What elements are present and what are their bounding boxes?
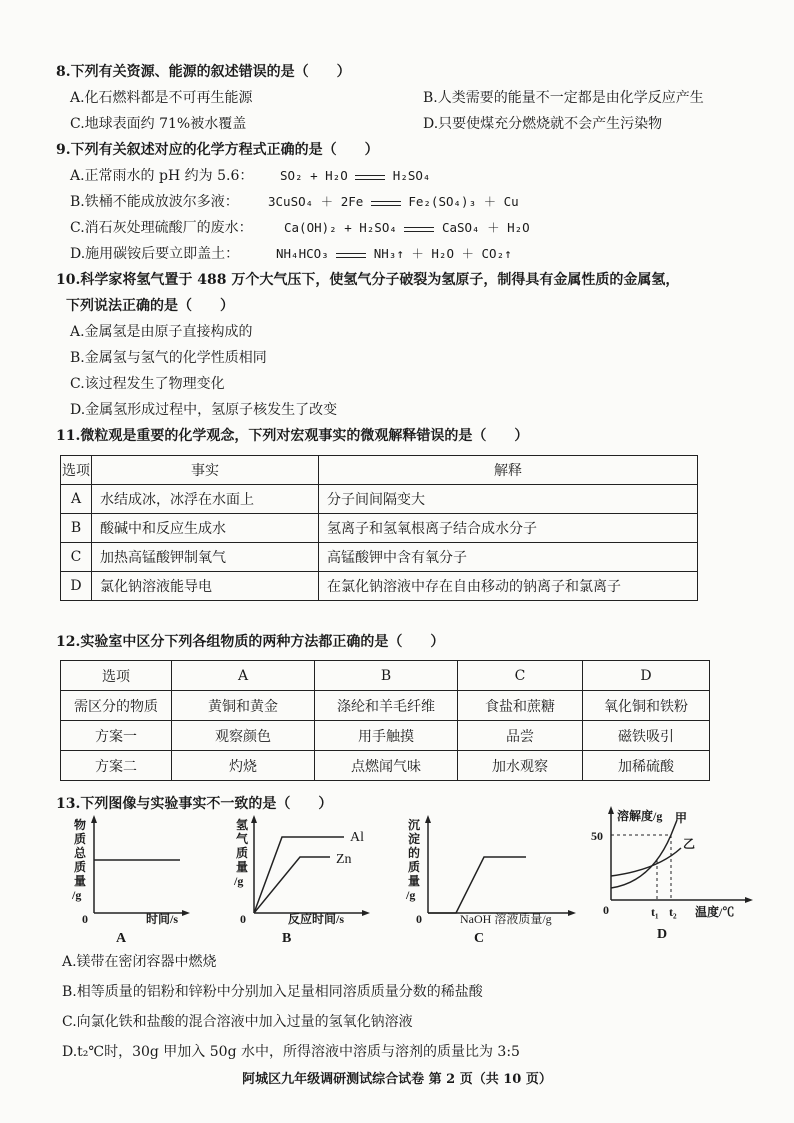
table-row: [61, 691, 710, 721]
zn-line: [254, 857, 330, 913]
table-cell: 加水观察: [458, 751, 583, 781]
al-line: [254, 837, 344, 913]
y-axis-label: 溶解度/g: [617, 809, 663, 823]
q10-option-a: A.金属氢是由原子直接构成的: [70, 324, 253, 340]
header-cell: 选项: [61, 456, 92, 485]
precipitate-line: [428, 857, 526, 913]
y-axis-label: 质: [236, 846, 249, 860]
equation-left: 3CuSO₄ ＋ 2Fe: [268, 194, 364, 209]
q9-option-d: [70, 245, 239, 263]
x-axis-label: 反应时间/s: [288, 912, 345, 926]
table-cell: 灼烧: [172, 751, 315, 781]
q8-option-c: C.地球表面约 71%被水覆盖: [70, 116, 247, 132]
y-axis-label: 质: [408, 860, 421, 874]
q9-c-equation: [284, 219, 530, 237]
origin-label: 0: [240, 912, 246, 926]
table-cell: 点燃闻气味: [315, 751, 458, 781]
equation-right: CaSO₄ ＋ H₂O: [441, 220, 530, 235]
y-axis-label: 总: [74, 846, 87, 860]
x-axis-arrow: [182, 910, 190, 916]
equation-left: SO₂ + H₂O: [280, 168, 348, 183]
q11-stem: 11.微粒观是重要的化学观念，下列对宏观事实的微观解释错误的是（ ）: [56, 428, 529, 444]
equals-sign: [371, 194, 401, 206]
table-cell: 涤纶和羊毛纤维: [315, 691, 458, 721]
table-cell: 观察颜色: [172, 721, 315, 751]
graph-caption: D: [657, 927, 668, 942]
header-cell: A: [172, 661, 315, 691]
equation-right: Fe₂(SO₄)₃ ＋ Cu: [408, 194, 519, 209]
table-cell: 食盐和蔗糖: [458, 691, 583, 721]
q9-a-equation: [280, 167, 430, 185]
table-row: [61, 721, 710, 751]
header-cell: 选项: [61, 661, 172, 691]
table-cell: 分子间间隔变大: [319, 485, 698, 514]
x-axis-arrow: [568, 910, 576, 916]
graph-b: [230, 815, 380, 945]
header-cell: B: [315, 661, 458, 691]
table-cell: 黄铜和黄金: [172, 691, 315, 721]
y-axis-label: 量: [74, 874, 87, 888]
table-cell: 水结成冰，冰浮在水面上: [92, 485, 319, 514]
table-cell: D: [61, 572, 92, 601]
y-axis-label: 沉: [408, 818, 421, 832]
table-cell: B: [61, 514, 92, 543]
q9-c-text: C.消石灰处理硫酸厂的废水：: [70, 220, 253, 236]
table-cell: 加热高锰酸钾制氧气: [92, 543, 319, 572]
header-cell: D: [583, 661, 710, 691]
x-axis-label: 时间/s: [146, 912, 179, 926]
q9-d-equation: [276, 245, 512, 263]
jia-curve: [611, 820, 677, 888]
equation-right: H₂SO₄: [392, 168, 431, 183]
graph-caption: A: [116, 931, 127, 945]
y-axis-arrow: [608, 806, 614, 814]
table-cell: 氧化铜和铁粉: [583, 691, 710, 721]
q10-option-b: B.金属氢与氢气的化学性质相同: [70, 350, 267, 366]
equals-sign: [404, 220, 434, 232]
table-cell: 氯化钠溶液能导电: [92, 572, 319, 601]
series-label-yi: 乙: [683, 837, 696, 851]
table-cell: C: [61, 543, 92, 572]
q8-stem: 8.下列有关资源、能源的叙述错误的是（ ）: [56, 64, 351, 80]
origin-label: 0: [82, 912, 88, 926]
equation-right: NH₃↑ ＋ H₂O ＋ CO₂↑: [373, 246, 512, 261]
table-row: [61, 543, 698, 572]
q8-option-a: A.化石燃料都是不可再生能源: [70, 90, 253, 106]
q13-option-b: B.相等质量的铝粉和锌粉中分别加入足量相同溶质质量分数的稀盐酸: [62, 984, 483, 1000]
q10-stem-line2: 下列说法正确的是（ ）: [66, 298, 234, 314]
table-cell: A: [61, 485, 92, 514]
series-label-jia: 甲: [675, 811, 688, 825]
x-axis-label: 温度/℃: [695, 905, 735, 919]
q13-option-d: D.t₂℃时，30g 甲加入 50g 水中，所得溶液中溶质与溶剂的质量比为 3:5: [62, 1044, 520, 1060]
table-header-row: [61, 661, 710, 691]
y-axis-label: /g: [406, 888, 416, 902]
y-axis-arrow: [91, 815, 97, 823]
equals-sign: [336, 246, 366, 258]
table-cell: 加稀硫酸: [583, 751, 710, 781]
table-cell: 在氯化钠溶液中存在自由移动的钠离子和氯离子: [319, 572, 698, 601]
q12-stem: 12.实验室中区分下列各组物质的两种方法都正确的是（ ）: [56, 634, 445, 650]
series-label-zn: Zn: [336, 852, 352, 867]
header-cell: C: [458, 661, 583, 691]
y-axis-label: 氢: [236, 818, 249, 832]
y-axis-label: 量: [236, 860, 249, 874]
q9-a-text: A.正常雨水的 pH 约为 5.6：: [70, 168, 254, 184]
q10-stem-line1: 10.科学家将氢气置于 488 万个大气压下，使氢气分子破裂为氢原子，制得具有金属性质的金属氢，: [56, 272, 680, 288]
q13-option-a: A.镁带在密闭容器中燃烧: [62, 954, 217, 970]
t1-label: t₁: [651, 905, 659, 919]
q9-d-text: D.施用碳铵后要立即盖土：: [70, 246, 240, 262]
q8-option-b: B.人类需要的能量不一定都是由化学反应产生: [423, 90, 704, 106]
q13-stem: 13.下列图像与实验事实不一致的是（ ）: [56, 796, 333, 812]
table-cell: 酸碱中和反应生成水: [92, 514, 319, 543]
equation-left: Ca(OH)₂ + H₂SO₄: [284, 220, 397, 235]
table-cell: 需区分的物质: [61, 691, 172, 721]
table-row: [61, 751, 710, 781]
table-header-row: [61, 456, 698, 485]
y-axis-arrow: [425, 815, 431, 823]
table-cell: 高锰酸钾中含有氧分子: [319, 543, 698, 572]
y-axis-label: 物: [74, 818, 87, 832]
table-cell: 方案二: [61, 751, 172, 781]
q12-table: [60, 660, 710, 781]
q10-option-d: D.金属氢形成过程中，氢原子核发生了改变: [70, 402, 338, 418]
q8-option-d: D.只要使煤充分燃烧就不会产生污染物: [423, 116, 663, 132]
q10-option-c: C.该过程发生了物理变化: [70, 376, 225, 392]
table-row: [61, 514, 698, 543]
y-axis-label: 的: [408, 846, 421, 860]
table-cell: 方案一: [61, 721, 172, 751]
equals-sign: [355, 168, 385, 180]
q9-option-a: [70, 167, 253, 185]
y-axis-label: 质: [74, 832, 87, 846]
series-label-al: Al: [350, 830, 364, 845]
table-cell: 用手触摸: [315, 721, 458, 751]
origin-label: 0: [603, 903, 609, 917]
table-row: [61, 485, 698, 514]
graph-c: [400, 815, 580, 945]
origin-label: 0: [416, 912, 422, 926]
header-cell: 解释: [319, 456, 698, 485]
q9-stem: 9.下列有关叙述对应的化学方程式正确的是（ ）: [56, 142, 379, 158]
header-cell: 事实: [92, 456, 319, 485]
y-axis-label: /g: [72, 888, 82, 902]
q9-b-text: B.铁桶不能成放波尔多液：: [70, 194, 239, 210]
y-tick-50: 50: [591, 829, 603, 843]
graph-d: [585, 800, 760, 945]
graph-caption: C: [474, 931, 485, 945]
table-row: [61, 572, 698, 601]
graph-caption: B: [282, 931, 292, 945]
x-axis-arrow: [362, 910, 370, 916]
q9-b-equation: [268, 193, 519, 211]
page-footer: 阿城区九年级调研测试综合试卷 第 2 页（共 10 页）: [242, 1072, 552, 1087]
y-axis-label: 淀: [408, 832, 421, 846]
equation-left: NH₄HCO₃: [276, 246, 329, 261]
q9-option-b: [70, 193, 239, 211]
q13-option-c: C.向氯化铁和盐酸的混合溶液中加入过量的氢氧化钠溶液: [62, 1014, 413, 1030]
y-axis-label: 量: [408, 874, 421, 888]
y-axis-arrow: [251, 815, 257, 823]
t2-label: t₂: [669, 905, 677, 919]
q11-table: [60, 455, 698, 601]
q9-option-c: [70, 219, 253, 237]
x-axis-arrow: [745, 897, 753, 903]
table-cell: 品尝: [458, 721, 583, 751]
table-cell: 磁铁吸引: [583, 721, 710, 751]
table-cell: 氢离子和氢氧根离子结合成水分子: [319, 514, 698, 543]
y-axis-label: 气: [236, 832, 249, 846]
y-axis-label: /g: [234, 874, 244, 888]
y-axis-label: 质: [74, 860, 87, 874]
graph-a: [62, 815, 212, 945]
x-axis-label: NaOH 溶液质量/g: [460, 912, 552, 926]
